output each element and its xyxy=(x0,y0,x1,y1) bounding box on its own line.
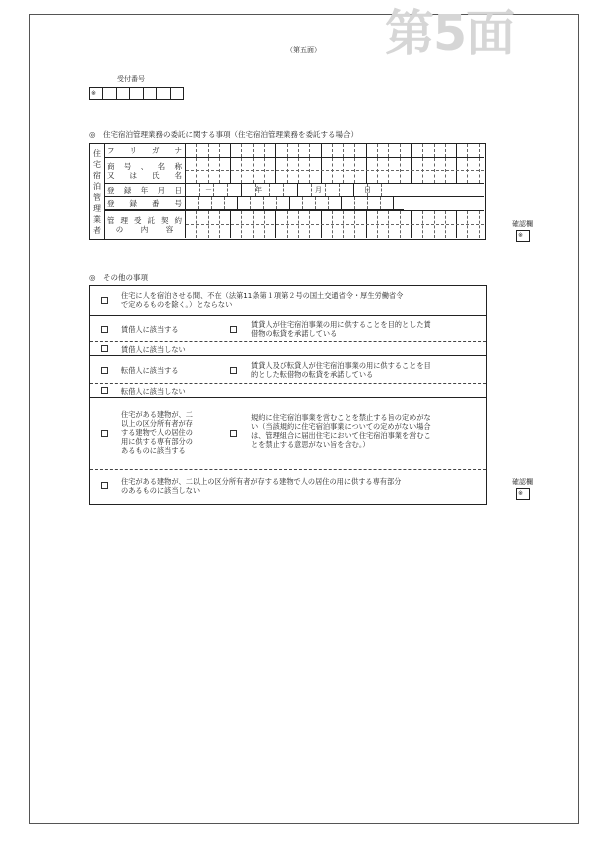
condominium-text: 住宅がある建物が、二 以上の区分所有者が存 する建物で人の居住の 用に供する専有部分の あるものに該当する xyxy=(121,410,193,455)
not-condominium-text-1: 住宅がある建物が、二以上の区分所有者が存する建物で人の居住の用に供する専有部分 xyxy=(121,477,402,486)
not-condominium-text-2: のあるものに該当しない xyxy=(121,486,201,495)
registration-date-row xyxy=(104,184,484,197)
registration-date-input[interactable] xyxy=(186,184,382,196)
checkbox-absence[interactable] xyxy=(101,297,108,304)
not-lessee-text: 賃借人に該当しない xyxy=(121,345,186,354)
section2-title: ◎ その他の事項 xyxy=(89,273,149,282)
checkbox-not-condominium[interactable] xyxy=(101,482,108,489)
lessor-consent-text-2: 借物の転貸を承諾している xyxy=(251,329,338,338)
item-sublessee xyxy=(90,356,486,384)
item-not-sublessee xyxy=(90,384,486,398)
item-condominium xyxy=(90,398,486,470)
absence-text-2: で定めるものを除く。）とならない xyxy=(121,300,233,309)
month-label: 月 xyxy=(315,186,322,194)
confirm-box-2[interactable]: ※ xyxy=(516,488,530,500)
contract-content-label: 管 理 受 託 契 約 の 内 容 xyxy=(104,211,186,238)
vertical-label: 住 宅 宿 泊 管 理 業 者 xyxy=(90,144,105,239)
absence-text-1: 住宅に人を宿泊させる間、不在（法第11条第１項第２号の国土交通省令・厚生労働省令 xyxy=(121,291,404,300)
item-lessee xyxy=(90,316,486,342)
bylaws-text: 規約に住宅宿泊事業を営むことを禁止する旨の定めがな い（当該規約に住宅宿泊事業についての定めがない場合 は、管理組合に届出住宅において住宅宿泊事業を営むこ とを禁止する意思がない旨を含む。） xyxy=(251,413,431,449)
sublessor-consent-text-2: 的とした転借物の転貸を承諾している xyxy=(251,370,374,379)
checkbox-lessee[interactable] xyxy=(101,326,108,333)
item-not-lessee xyxy=(90,342,486,356)
sublessor-consent-text-1: 賃貸人及び転貸人が住宅宿泊事業の用に供することを目 xyxy=(251,361,431,370)
confirm-box-1[interactable]: ※ xyxy=(516,230,530,242)
reception-mark: ※ xyxy=(90,88,103,99)
checkbox-sublessor-consent[interactable] xyxy=(230,367,237,374)
registration-number-input[interactable] xyxy=(186,197,404,209)
year-label: 年 xyxy=(255,186,262,194)
lessee-text: 賃借人に該当する xyxy=(121,325,179,334)
checkbox-not-sublessee[interactable] xyxy=(101,387,108,394)
day-label: 日 xyxy=(364,186,371,194)
confirm-label-1: 確認欄 xyxy=(512,220,533,228)
item-absence xyxy=(90,286,486,316)
page-number-title: 第5面 xyxy=(385,5,515,62)
other-matters-table xyxy=(89,285,487,505)
item-not-condominium xyxy=(90,470,486,503)
furigana-row xyxy=(104,144,484,158)
management-contract-table xyxy=(89,143,486,240)
registration-number-label: 登 録 番 号 xyxy=(104,197,186,209)
furigana-label: フ リ ガ ナ xyxy=(104,144,186,157)
not-sublessee-text: 転借人に該当しない xyxy=(121,387,186,396)
reception-number-field[interactable] xyxy=(89,87,184,100)
checkbox-bylaws[interactable] xyxy=(230,430,237,437)
registration-date-label: 登 録 年 月 日 xyxy=(104,184,186,196)
furigana-input[interactable] xyxy=(186,144,484,157)
checkbox-not-lessee[interactable] xyxy=(101,345,108,352)
confirm-label-2: 確認欄 xyxy=(512,478,533,486)
lessor-consent-text-1: 賃貸人が住宅宿泊事業の用に供することを目的とした賃 xyxy=(251,320,431,329)
name-row xyxy=(104,158,484,184)
sublessee-text: 転借人に該当する xyxy=(121,366,179,375)
contract-content-row xyxy=(104,210,484,238)
page-label: （第五面） xyxy=(286,46,321,54)
checkbox-condominium[interactable] xyxy=(101,430,108,437)
era-dash: － xyxy=(205,186,212,194)
reception-number-label: 受付番号 xyxy=(117,75,145,83)
checkbox-sublessee[interactable] xyxy=(101,367,108,374)
section1-title: ◎ 住宅宿泊管理業務の委託に関する事項（住宅宿泊管理業務を委託する場合） xyxy=(89,130,359,139)
name-label: 商 号 、 名 称 又 は 氏 名 xyxy=(104,158,186,183)
registration-number-row xyxy=(104,197,404,210)
checkbox-lessor-consent[interactable] xyxy=(230,326,237,333)
